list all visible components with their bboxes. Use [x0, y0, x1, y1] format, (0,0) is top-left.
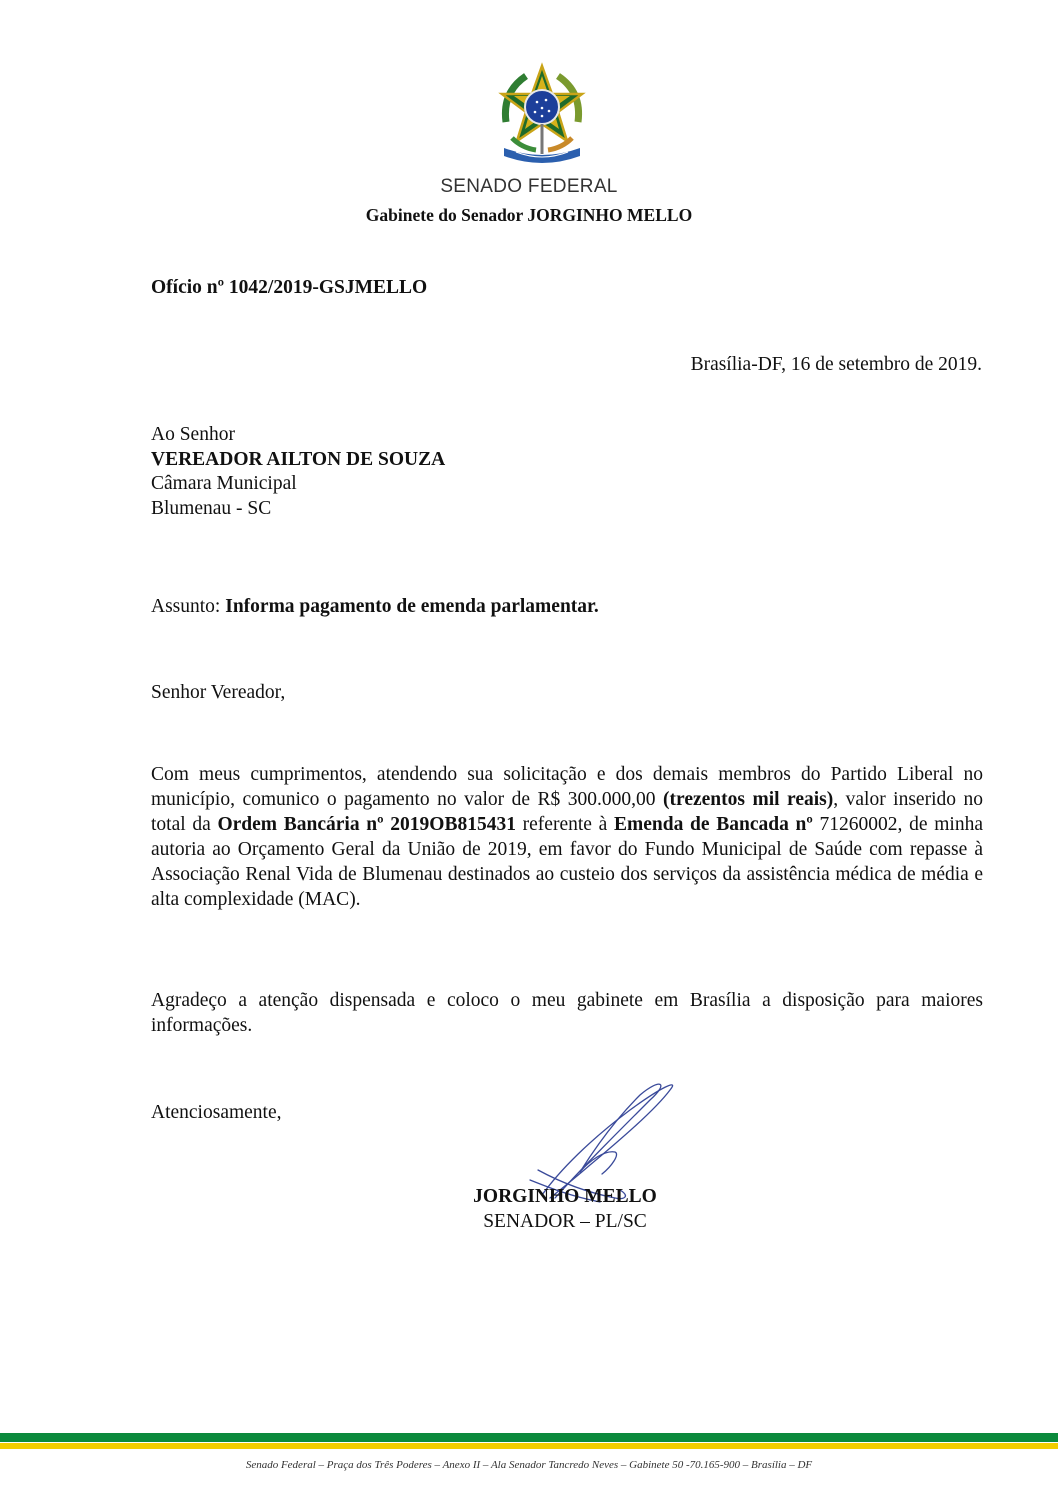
recipient-greeting: Ao Senhor	[151, 424, 235, 445]
body-p1-part: Com meus cumprimentos, atendendo sua solicitação e dos demais membros do Partido Liberal no município, comunico o pagamento no valor de R$ 300.000,00	[151, 764, 983, 810]
letter-reference: Ofício nº 1042/2019-GSJMELLO	[151, 277, 428, 298]
amendment-label: Emenda de Bancada nº	[614, 814, 813, 835]
signer-title: SENADOR – PL/SC	[483, 1211, 647, 1232]
subject-line	[151, 595, 599, 619]
footer-stripe-green	[0, 1433, 1058, 1442]
subject-label: Assunto:	[151, 596, 221, 617]
subject-text: Informa pagamento de emenda parlamentar.	[225, 596, 599, 617]
brazil-coat-of-arms-icon	[496, 62, 588, 170]
signer-block	[400, 1184, 730, 1234]
recipient-block	[151, 423, 445, 521]
recipient-name: VEREADOR AILTON DE SOUZA	[151, 448, 446, 470]
closing: Atenciosamente,	[151, 1102, 282, 1123]
body-paragraph-2: Agradeço a atenção dispensada e coloco o meu gabinete em Brasília a disposição para maiores informações.	[151, 990, 983, 1036]
body-paragraph-1	[151, 762, 983, 912]
body-p1-part: 71260002, de minha autoria ao Orçamento Geral da União de 2019, em favor do Fundo Municipal de Saúde com repasse à Associação Renal Vida de Blumenau destinados ao custeio dos serviços da assistência médica de média e alta complexidade (MAC).	[151, 814, 983, 910]
footer-stripe-yellow	[0, 1443, 1058, 1449]
body-p1-part: referente à	[515, 814, 614, 835]
bank-order-number: Ordem Bancária nº 2019OB815431	[217, 814, 516, 835]
recipient-org: Câmara Municipal	[151, 473, 297, 494]
recipient-city: Blumenau - SC	[151, 497, 272, 519]
signer-name: JORGINHO MELLO	[473, 1186, 657, 1207]
footer-address: Senado Federal – Praça dos Três Poderes – Anexo II – Ala Senador Tancredo Neves – Gabinete 50 -70.165-900 – Brasília – DF	[245, 1459, 813, 1471]
amount-in-words: (trezentos mil reais)	[663, 789, 834, 810]
salutation: Senhor Vereador,	[151, 682, 286, 703]
office-name: Gabinete do Senador JORGINHO MELLO	[365, 205, 693, 225]
letter-date: Brasília-DF, 16 de setembro de 2019.	[690, 354, 982, 375]
body-p1-part: , valor inserido no total da	[151, 789, 983, 835]
institution-name: SENADO FEDERAL	[440, 176, 618, 197]
